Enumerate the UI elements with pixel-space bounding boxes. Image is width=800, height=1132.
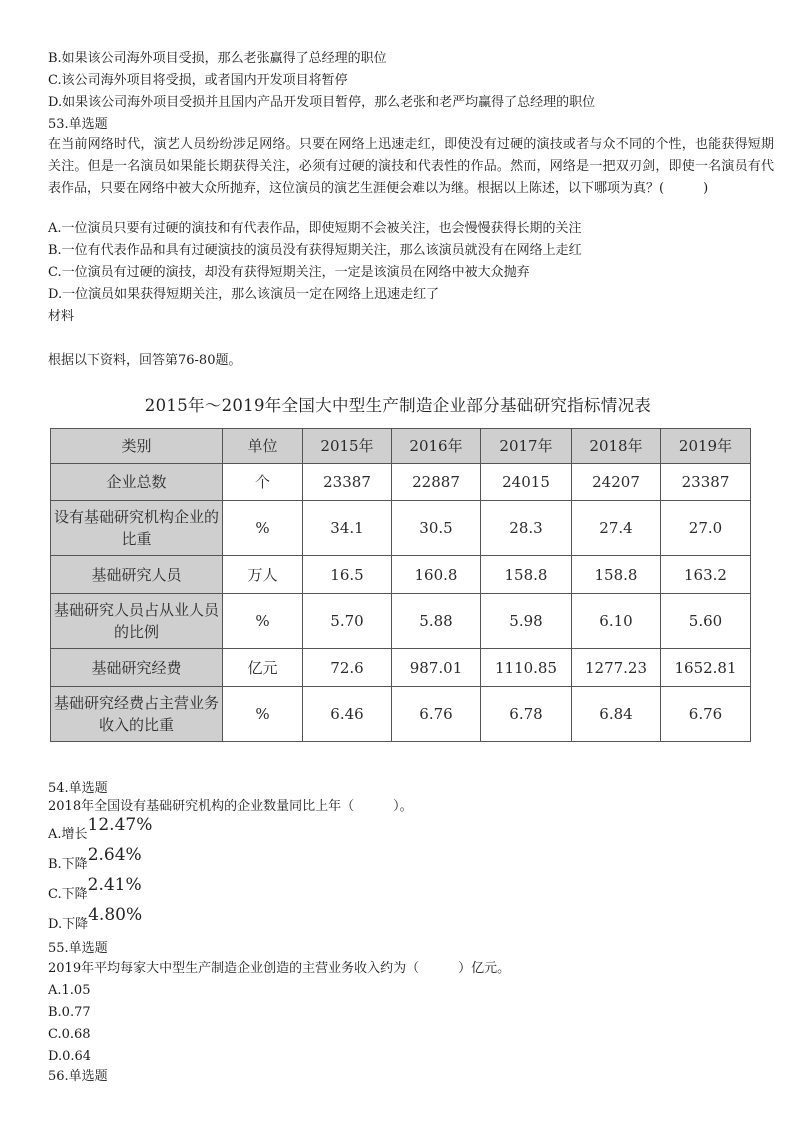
cell-value: 30.5 bbox=[392, 501, 481, 556]
option-prefix: C.下降 bbox=[48, 887, 88, 902]
row-unit: % bbox=[223, 594, 303, 649]
cell-value: 23387 bbox=[303, 464, 392, 501]
option-value: 2.41% bbox=[87, 875, 142, 895]
row-category: 企业总数 bbox=[51, 464, 223, 501]
cell-value: 160.8 bbox=[392, 556, 481, 594]
cell-value: 5.98 bbox=[481, 594, 572, 649]
header-2017: 2017年 bbox=[481, 429, 572, 464]
cell-value: 72.6 bbox=[303, 649, 392, 687]
table-row bbox=[51, 594, 751, 649]
q54-option-c bbox=[48, 875, 142, 906]
cell-value: 1110.85 bbox=[481, 649, 572, 687]
cell-value: 27.4 bbox=[572, 501, 661, 556]
cell-value: 6.10 bbox=[572, 594, 661, 649]
q52-option-d: D.如果该公司海外项目受损并且国内产品开发项目暂停，那么老张和老严均赢得了总经理的职位 bbox=[48, 95, 596, 110]
row-category: 基础研究经费占主营业务收入的比重 bbox=[51, 687, 223, 742]
row-unit: 万人 bbox=[223, 556, 303, 594]
table-row bbox=[51, 687, 751, 742]
cell-value: 22887 bbox=[392, 464, 481, 501]
cell-value: 6.84 bbox=[572, 687, 661, 742]
cell-value: 158.8 bbox=[572, 556, 661, 594]
q55-option-c: C.0.68 bbox=[48, 1027, 91, 1042]
cell-value: 24015 bbox=[481, 464, 572, 501]
table-row bbox=[51, 556, 751, 594]
row-unit: % bbox=[223, 501, 303, 556]
cell-value: 6.76 bbox=[661, 687, 751, 742]
cell-value: 6.46 bbox=[303, 687, 392, 742]
q52-option-b: B.如果该公司海外项目受损，那么老张赢得了总经理的职位 bbox=[48, 51, 387, 66]
cell-value: 16.5 bbox=[303, 556, 392, 594]
cell-value: 6.76 bbox=[392, 687, 481, 742]
cell-value: 6.78 bbox=[481, 687, 572, 742]
cell-value: 163.2 bbox=[661, 556, 751, 594]
option-value: 2.64% bbox=[87, 845, 142, 865]
option-prefix: B.下降 bbox=[48, 857, 88, 872]
row-category: 基础研究人员占从业人员的比例 bbox=[51, 594, 223, 649]
q52-option-c: C.该公司海外项目将受损，或者国内开发项目将暂停 bbox=[48, 73, 348, 88]
q54-option-b bbox=[48, 845, 142, 876]
q54-stem: 2018年全国设有基础研究机构的企业数量同比上年（ ）。 bbox=[48, 799, 413, 814]
q55-option-b: B.0.77 bbox=[48, 1005, 91, 1020]
header-2015: 2015年 bbox=[303, 429, 392, 464]
row-category: 设有基础研究机构企业的比重 bbox=[51, 501, 223, 556]
header-2019: 2019年 bbox=[661, 429, 751, 464]
q53-option-a: A.一位演员只要有过硬的演技和有代表作品，即使短期不会被关注，也会慢慢获得长期的关注 bbox=[48, 221, 582, 236]
table-title: 2015年～2019年全国大中型生产制造企业部分基础研究指标情况表 bbox=[144, 396, 652, 415]
cell-value: 5.60 bbox=[661, 594, 751, 649]
header-2018: 2018年 bbox=[572, 429, 661, 464]
cell-value: 1652.81 bbox=[661, 649, 751, 687]
q54-option-d bbox=[48, 905, 143, 936]
option-prefix: A.增长 bbox=[48, 827, 88, 842]
header-category: 类别 bbox=[51, 429, 223, 464]
q53-option-b: B.一位有代表作品和具有过硬演技的演员没有获得短期关注，那么该演员就没有在网络上走红 bbox=[48, 243, 582, 258]
row-category: 基础研究人员 bbox=[51, 556, 223, 594]
option-value: 12.47% bbox=[87, 815, 153, 835]
cell-value: 34.1 bbox=[303, 501, 392, 556]
cell-value: 1277.23 bbox=[572, 649, 661, 687]
row-category: 基础研究经费 bbox=[51, 649, 223, 687]
table-row bbox=[51, 501, 751, 556]
header-unit: 单位 bbox=[223, 429, 303, 464]
cell-value: 28.3 bbox=[481, 501, 572, 556]
row-unit: 亿元 bbox=[223, 649, 303, 687]
option-value: 4.80% bbox=[88, 905, 143, 925]
q54-heading: 54.单选题 bbox=[48, 781, 108, 796]
q55-option-d: D.0.64 bbox=[48, 1049, 92, 1064]
option-prefix: D.下降 bbox=[48, 917, 89, 932]
row-unit: % bbox=[223, 687, 303, 742]
q55-option-a: A.1.05 bbox=[48, 983, 91, 998]
cell-value: 158.8 bbox=[481, 556, 572, 594]
cell-value: 5.88 bbox=[392, 594, 481, 649]
cell-value: 24207 bbox=[572, 464, 661, 501]
q53-option-d: D.一位演员如果获得短期关注，那么该演员一定在网络上迅速走红了 bbox=[48, 287, 440, 302]
row-unit: 个 bbox=[223, 464, 303, 501]
cell-value: 27.0 bbox=[661, 501, 751, 556]
q55-stem: 2019年平均每家大中型生产制造企业创造的主营业务收入约为（ ）亿元。 bbox=[48, 961, 511, 976]
q53-heading: 53.单选题 bbox=[48, 117, 108, 132]
header-2016: 2016年 bbox=[392, 429, 481, 464]
material-intro: 根据以下资料，回答第76-80题。 bbox=[48, 353, 242, 368]
q55-heading: 55.单选题 bbox=[48, 941, 108, 956]
q56-heading: 56.单选题 bbox=[48, 1069, 108, 1084]
cell-value: 987.01 bbox=[392, 649, 481, 687]
cell-value: 23387 bbox=[661, 464, 751, 501]
cell-value: 5.70 bbox=[303, 594, 392, 649]
table-row bbox=[51, 464, 751, 501]
data-table bbox=[50, 428, 751, 742]
table-header-row bbox=[51, 429, 751, 464]
table-row bbox=[51, 649, 751, 687]
material-label: 材料 bbox=[48, 309, 75, 324]
q53-stem: 在当前网络时代，演艺人员纷纷涉足网络。只要在网络上迅速走红，即使没有过硬的演技或者与众不同的个性，也能获得短期关注。但是一名演员如果能长期获得关注，必须有过硬的演技和代表性的作品。然而，网络是一把双刃剑，即使一名演员有代表作品，只要在网络中被大众所抛弃，这位演员的演艺生涯便会难以为继。根据以上陈述，以下哪项为真？( ) bbox=[48, 137, 774, 196]
q54-option-a bbox=[48, 815, 153, 846]
q53-option-c: C.一位演员有过硬的演技，却没有获得短期关注，一定是该演员在网络中被大众抛弃 bbox=[48, 265, 530, 280]
